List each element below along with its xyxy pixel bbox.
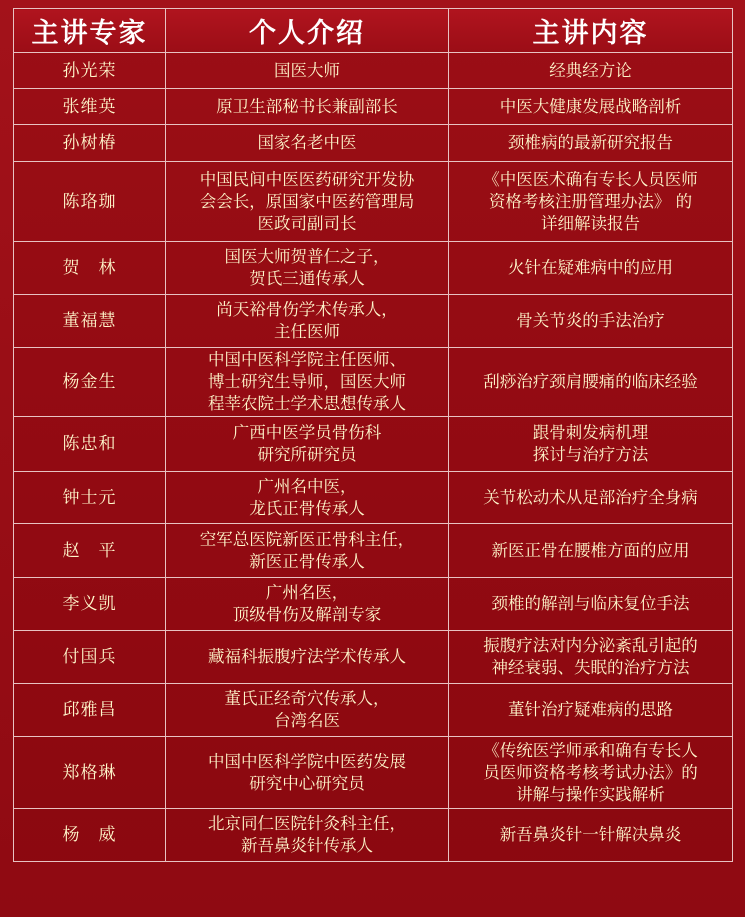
expert-name-text: 邱雅昌 [62, 700, 117, 720]
expert-intro-text: 国医大师贺普仁之子， 贺氏三通传承人 [224, 247, 390, 288]
expert-intro-cell [166, 524, 449, 578]
lecture-content-text: 中医大健康发展战略剖析 [499, 96, 682, 116]
expert-intro-text: 广州名中医， 龙氏正骨传承人 [249, 476, 365, 518]
lecture-content-text: 跟骨刺发病机理 探讨与治疗方法 [532, 423, 649, 464]
expert-name-text: 孙光荣 [62, 60, 117, 81]
expert-intro-text: 国医大师 [274, 60, 340, 80]
expert-name-cell [14, 348, 166, 417]
table-row [14, 578, 733, 631]
lecture-content-text: 颈椎病的最新研究报告 [508, 133, 673, 152]
expert-intro-text: 中国中医科学院主任医师、 博士研究生导师，国医大师 程莘农院士学术思想传承人 [208, 350, 406, 413]
table-row [14, 53, 733, 89]
lecture-content-cell [449, 162, 733, 242]
header-expert: 主讲专家 [14, 9, 166, 53]
expert-intro-cell [166, 417, 449, 472]
expert-intro-text: 原卫生部秘书长兼副部长 [216, 96, 398, 116]
expert-intro-text: 中国中医科学院中医药发展 研究中心研究员 [208, 751, 406, 793]
expert-intro-cell [166, 737, 449, 809]
lecture-content-text: 振腹疗法对内分泌紊乱引起的 神经衰弱、失眠的治疗方法 [483, 636, 698, 677]
table-row [14, 737, 733, 809]
expert-name-text: 李义凯 [62, 594, 117, 614]
lecture-content-cell [449, 578, 733, 631]
lecture-content-cell [449, 472, 733, 524]
table-row [14, 684, 733, 737]
expert-name-text: 董福慧 [62, 311, 117, 331]
expert-name-cell [14, 684, 166, 737]
table-row [14, 524, 733, 578]
expert-intro-cell [166, 162, 449, 242]
expert-intro-text: 董氏正经奇穴传承人， 台湾名医 [224, 689, 390, 730]
lecture-content-text: 骨关节炎的手法治疗 [516, 311, 665, 330]
expert-name-text: 付国兵 [62, 647, 117, 667]
expert-name-text: 杨金生 [62, 372, 117, 392]
expert-name-text: 杨 威 [62, 825, 117, 845]
expert-intro-text: 广州名医， 顶级骨伤及解剖专家 [232, 583, 382, 624]
expert-intro-text: 空军总医院新医正骨科主任， 新医正骨传承人 [199, 529, 415, 571]
lecture-content-text: 《传统医学师承和确有专长人 员医师资格考核考试办法》的 讲解与操作实践解析 [483, 740, 698, 804]
lecture-content-text: 火针在疑难病中的应用 [508, 258, 673, 277]
lecture-content-cell [449, 89, 733, 125]
table-row [14, 162, 733, 242]
table-row [14, 472, 733, 524]
lecture-content-cell [449, 242, 733, 295]
expert-name-cell [14, 472, 166, 524]
expert-name-cell [14, 417, 166, 472]
table-row [14, 242, 733, 295]
expert-name-cell [14, 53, 166, 89]
expert-intro-text: 藏福科振腹疗法学术传承人 [208, 647, 406, 666]
expert-name-cell [14, 125, 166, 162]
lecture-content-cell [449, 631, 733, 684]
lecture-content-text: 新医正骨在腰椎方面的应用 [491, 540, 690, 560]
expert-name-text: 赵 平 [62, 540, 117, 561]
lecture-content-cell [449, 417, 733, 472]
lecture-content-cell [449, 53, 733, 89]
expert-intro-text: 国家名老中医 [257, 133, 357, 152]
expert-name-cell [14, 242, 166, 295]
lecture-content-cell [449, 524, 733, 578]
expert-name-text: 陈忠和 [62, 434, 117, 454]
expert-name-text: 贺 林 [62, 258, 117, 278]
lecture-content-cell [449, 348, 733, 417]
expert-intro-text: 北京同仁医院针灸科主任， 新吾鼻炎针传承人 [208, 814, 406, 855]
expert-name-cell [14, 631, 166, 684]
expert-intro-cell [166, 472, 449, 524]
expert-intro-cell [166, 348, 449, 417]
expert-intro-cell [166, 684, 449, 737]
lecture-content-text: 董针治疗疑难病的思路 [508, 700, 673, 719]
expert-name-text: 张维英 [62, 96, 117, 117]
lecture-content-cell [449, 737, 733, 809]
expert-intro-cell [166, 89, 449, 125]
expert-intro-cell [166, 242, 449, 295]
lecture-content-text: 颈椎的解剖与临床复位手法 [491, 594, 690, 613]
expert-intro-cell [166, 809, 449, 862]
lecture-content-text: 关节松动术从足部治疗全身病 [483, 487, 698, 507]
lecture-content-cell [449, 684, 733, 737]
expert-name-text: 陈珞珈 [62, 191, 117, 212]
expert-name-text: 郑格琳 [62, 762, 117, 783]
expert-name-cell [14, 89, 166, 125]
expert-intro-cell [166, 578, 449, 631]
expert-table [13, 8, 733, 862]
expert-name-cell [14, 524, 166, 578]
table-row [14, 809, 733, 862]
table-row [14, 348, 733, 417]
expert-intro-text: 中国民间中医医药研究开发协 会会长，原国家中医药管理局 医政司副司长 [199, 169, 415, 233]
expert-intro-cell [166, 295, 449, 348]
header-intro: 个人介绍 [166, 9, 449, 53]
lecture-content-text: 《中医医术确有专长人员医师 资格考核注册管理办法》 的 详细解读报告 [483, 169, 698, 233]
table-row [14, 295, 733, 348]
expert-name-text: 钟士元 [62, 487, 117, 508]
expert-name-cell [14, 809, 166, 862]
expert-intro-cell [166, 631, 449, 684]
lecture-content-text: 经典经方论 [549, 60, 632, 80]
header-row [14, 9, 733, 53]
header-content: 主讲内容 [449, 9, 733, 53]
expert-name-cell [14, 162, 166, 242]
lecture-content-cell [449, 809, 733, 862]
expert-name-text: 孙树椿 [62, 133, 117, 153]
expert-intro-text: 尚天裕骨伤学术传承人， 主任医师 [216, 300, 398, 341]
table-row [14, 89, 733, 125]
lecture-content-cell [449, 295, 733, 348]
table-row [14, 125, 733, 162]
expert-name-cell [14, 295, 166, 348]
expert-name-cell [14, 737, 166, 809]
table-row [14, 631, 733, 684]
lecture-content-text: 新吾鼻炎针一针解决鼻炎 [499, 825, 682, 844]
expert-intro-text: 广西中医学员骨伤科 研究所研究员 [232, 423, 382, 464]
expert-name-cell [14, 578, 166, 631]
lecture-content-cell [449, 125, 733, 162]
expert-intro-cell [166, 53, 449, 89]
lecture-content-text: 刮痧治疗颈肩腰痛的临床经验 [483, 372, 698, 391]
expert-intro-cell [166, 125, 449, 162]
table-row [14, 417, 733, 472]
